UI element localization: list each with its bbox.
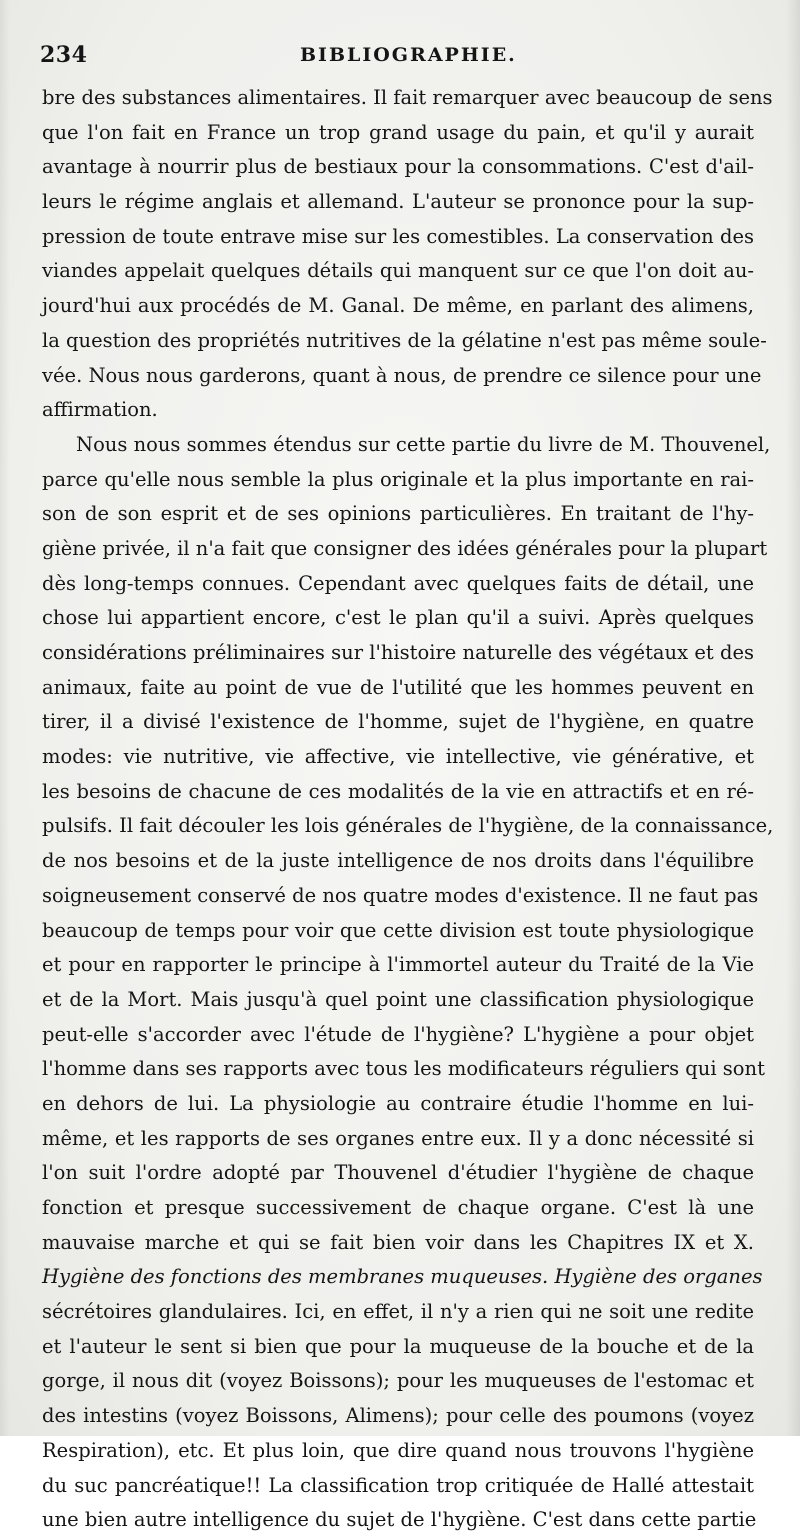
text-line-paragraph-start: Nous nous sommes étendus sur cette partie du livre de M. Thouvenel, <box>76 432 771 456</box>
text-line: parce qu'elle nous semble la plus originale et la plus importante en rai- <box>42 467 754 491</box>
body-text <box>42 81 774 1538</box>
text-line: chose lui appartient encore, c'est le plan qu'il a suivi. Après quelques <box>42 606 754 630</box>
text-line: bre des substances alimentaires. Il fait remarquer avec beaucoup de sens <box>42 86 773 109</box>
page-edge-right <box>786 0 800 1436</box>
text-line: avantage à nourrir plus de bestiaux pour la consommations. C'est d'ail- <box>42 155 754 179</box>
text-line: modes: vie nutritive, vie affective, vie intellective, vie générative, et <box>42 745 754 769</box>
text-line: de nos besoins et de la juste intelligence de nos droits dans l'équilibre <box>42 849 754 873</box>
text-line: son de son esprit et de ses opinions particulières. En traitant de l'hy- <box>42 502 754 526</box>
text-line: soigneusement conservé de nos quatre modes d'existence. Il ne faut pas <box>42 883 759 907</box>
text-line: et l'auteur le sent si bien que pour la muqueuse de la bouche et de la <box>42 1334 754 1358</box>
text-line: giène privée, il n'a fait que consigner des idées générales pour la plupart <box>42 536 768 560</box>
page-edge-left <box>0 0 10 1436</box>
text-line-italic: Hygiène des fonctions des membranes muqueuses. Hygiène des organes <box>42 1265 763 1289</box>
text-line: des intestins (voyez Boissons, Alimens); pour celle des poumons (voyez <box>42 1404 754 1428</box>
text-line: dès long-temps connues. Cependant avec quelques faits de détail, une <box>42 571 754 595</box>
text-line: que l'on fait en France un trop grand usage du pain, et qu'il y aurait <box>42 120 754 144</box>
text-line: l'on suit l'ordre adopté par Thouvenel d'étudier l'hygiène de chaque <box>42 1161 754 1185</box>
page-header <box>40 42 760 74</box>
text-line: et pour en rapporter le principe à l'immortel auteur du Traité de la Vie <box>42 953 754 977</box>
text-line: animaux, faite au point de vue de l'utilité que les hommes peuvent en <box>42 675 754 699</box>
text-line: vée. Nous nous garderons, quant à nous, de prendre ce silence pour une <box>42 363 762 387</box>
text-line: leurs le régime anglais et allemand. L'auteur se prononce pour la sup- <box>42 190 754 214</box>
text-line: gorge, il nous dit (voyez Boissons); pour les muqueuses de l'estomac et <box>42 1369 754 1393</box>
text-line: pression de toute entrave mise sur les comestibles. La conservation des <box>42 224 754 248</box>
text-line: l'homme dans ses rapports avec tous les modificateurs réguliers qui sont <box>42 1057 765 1081</box>
text-line: et de la Mort. Mais jusqu'à quel point une classification physiologique <box>42 987 754 1011</box>
text-line: considérations préliminaires sur l'histoire naturelle des végétaux et des <box>42 641 754 664</box>
text-line: beaucoup de temps pour voir que cette division est toute physiologique <box>42 918 754 942</box>
text-line: pulsifs. Il fait découler les lois générales de l'hygiène, de la connaissance, <box>42 814 774 838</box>
text-line: peut-elle s'accorder avec l'étude de l'hygiène? L'hygiène a pour objet <box>42 1022 754 1046</box>
text-line: même, et les rapports de ses organes entre eux. Il y a donc nécessité si <box>42 1126 754 1150</box>
text-line: en dehors de lui. La physiologie au contraire étudie l'homme en lui- <box>42 1091 754 1115</box>
text-line: du suc pancréatique!! La classification trop critiquée de Hallé attestait <box>42 1473 754 1497</box>
text-line: une bien autre intelligence du sujet de l'hygiène. C'est dans cette partie <box>42 1508 757 1532</box>
page-number: 234 <box>40 42 88 68</box>
text-line: fonction et presque successivement de chaque organe. C'est là une <box>42 1196 754 1219</box>
text-line: les besoins de chacune de ces modalités de la vie en attractifs et en ré- <box>42 779 754 803</box>
text-line: tirer, il a divisé l'existence de l'homme, sujet de l'hygiène, en quatre <box>42 710 754 734</box>
text-line: viandes appelait quelques détails qui manquent sur ce que l'on doit au- <box>42 259 754 283</box>
text-line: sécrétoires glandulaires. Ici, en effet, il n'y a rien qui ne soit une redite <box>42 1300 754 1324</box>
text-line: mauvaise marche et qui se fait bien voir dans les Chapitres IX et X. <box>42 1230 754 1254</box>
text-line: jourd'hui aux procédés de M. Ganal. De même, en parlant des alimens, <box>42 294 754 318</box>
text-line-paragraph-end: affirmation. <box>42 398 158 422</box>
running-head: BIBLIOGRAPHIE. <box>300 44 517 66</box>
text-line: la question des propriétés nutritives de la gélatine n'est pas même soule- <box>42 328 767 352</box>
text-line: Respiration), etc. Et plus loin, que dire quand nous trouvons l'hygiène <box>42 1438 754 1462</box>
